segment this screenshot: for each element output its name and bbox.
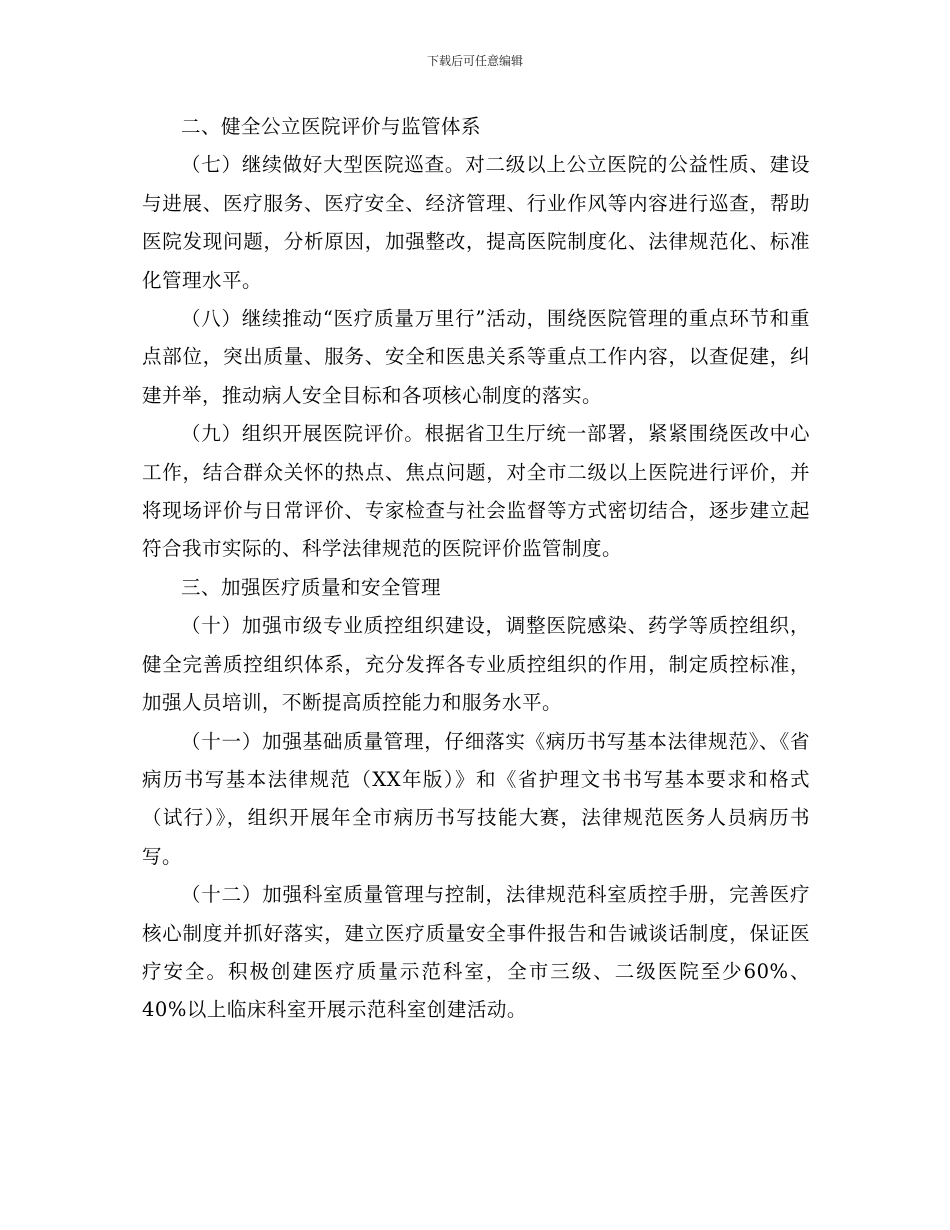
paragraph-12: （十二）加强科室质量管理与控制，法律规范科室质控手册，完善医疗核心制度并抓好落实，建立医疗质量安全事件报告和告诫谈话制度，保证医疗安全。积极创建医疗质量示范科室，全市三级、二级医院至少60%、40%以上临床科室开展示范科室创建活动。	[142, 883, 810, 1022]
paragraph-10: （十）加强市级专业质控组织建设，调整医院感染、药学等质控组织，健全完善质控组织体系，充分发挥各专业质控组织的作用，制定质控标准，加强人员培训，不断提高质控能力和服务水平。	[142, 614, 810, 715]
section-heading-3: 三、加强医疗质量和安全管理	[181, 575, 442, 599]
paragraph-8: （八）继续推动“医疗质量万里行”活动，围绕医院管理的重点环节和重点部位，突出质量、服务、安全和医患关系等重点工作内容，以查促建，纠建并举，推动病人安全目标和各项核心制度的落实。	[142, 307, 810, 407]
paragraph-7: （七）继续做好大型医院巡查。对二级以上公立医院的公益性质、建设与进展、医疗服务、医疗安全、经济管理、行业作风等内容进行巡查，帮助医院发现问题，分析原因，加强整改，提高医院制度化、法律规范化、标准化管理水平。	[142, 153, 810, 292]
paragraph-9: （九）组织开展医院评价。根据省卫生厅统一部署，紧紧围绕医改中心工作，结合群众关怀的热点、焦点问题，对全市二级以上医院进行评价，并将现场评价与日常评价、专家检查与社会监督等方式密切结合，逐步建立起符合我市实际的、科学法律规范的医院评价监管制度。	[142, 422, 810, 561]
paragraph-11: （十一）加强基础质量管理，仔细落实《病历书写基本法律规范》、《省病历书写基本法律规范（XX年版）》和《省护理文书书写基本要求和格式（试行）》，组织开展年全市病历书写技能大赛，法律规范医务人员病历书写。	[142, 729, 810, 868]
page-header: 下载后可任意编辑	[426, 54, 523, 68]
section-heading-2: 二、健全公立医院评价与监管体系	[181, 115, 482, 138]
document-body	[142, 108, 810, 1030]
